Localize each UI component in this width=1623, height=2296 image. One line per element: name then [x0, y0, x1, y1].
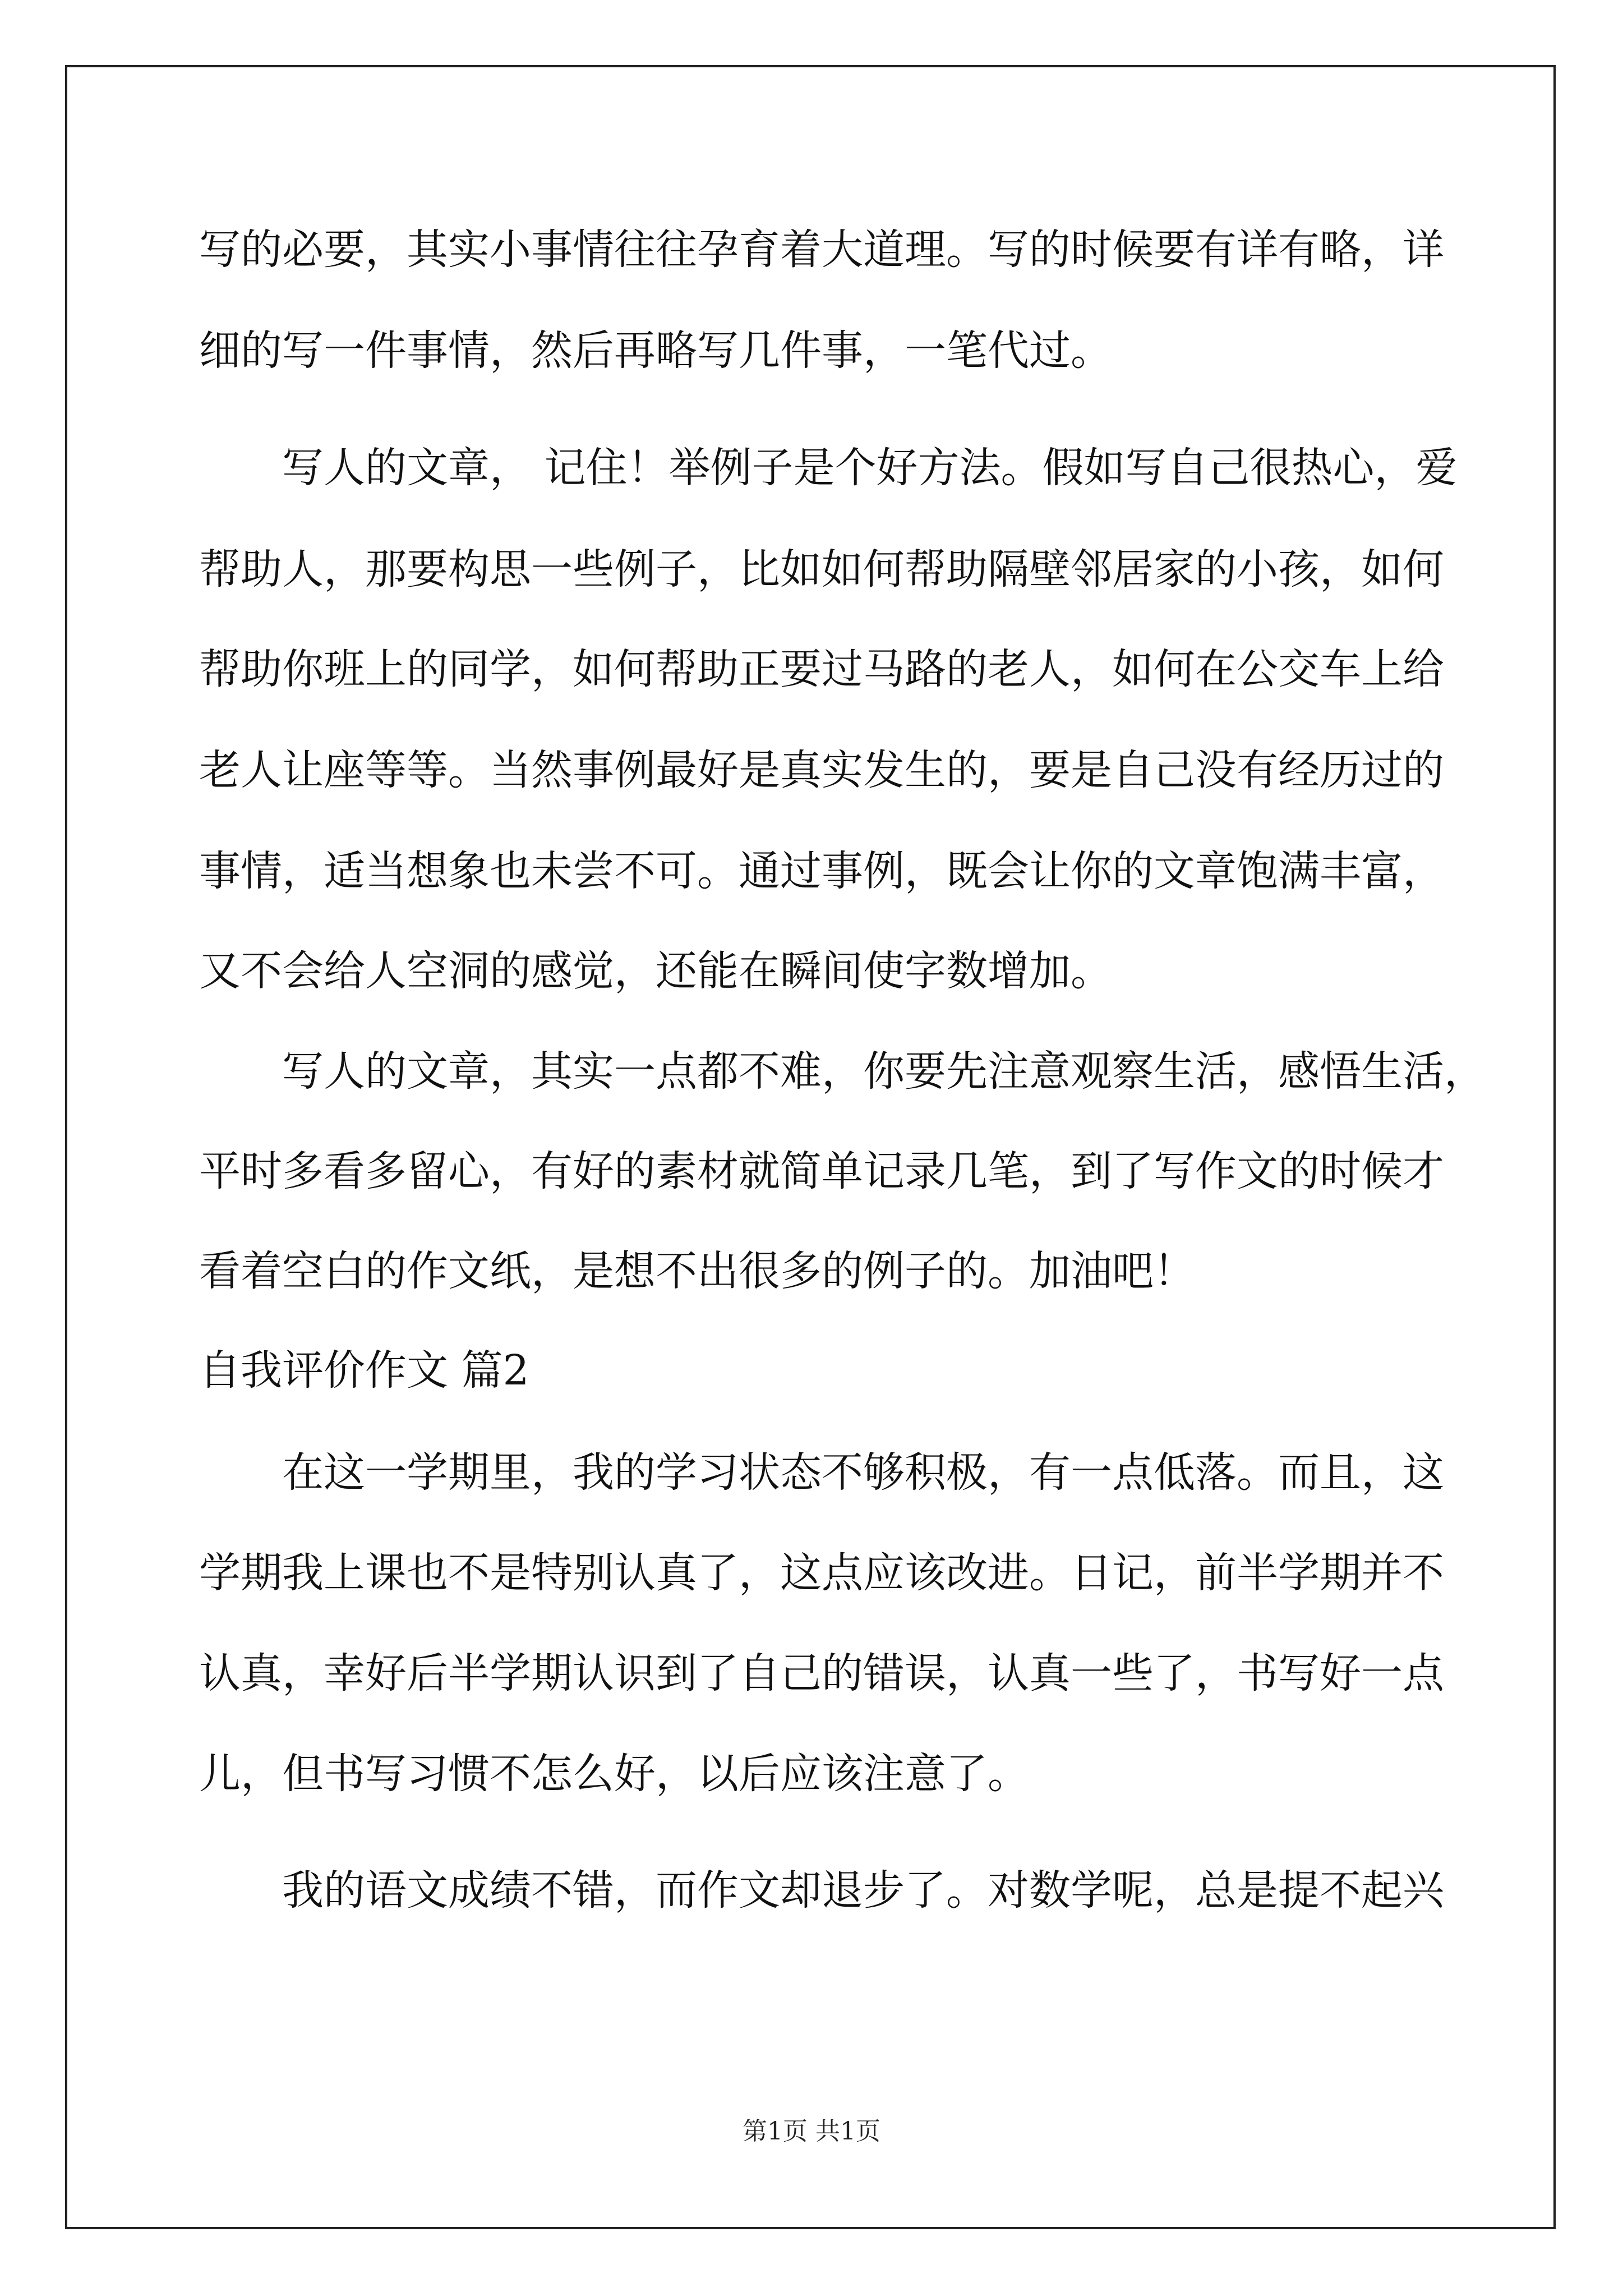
text-line: 儿，但书写习惯不怎么好，以后应该注意了。: [199, 1750, 1029, 1798]
paragraph-start: 在这一学期里，我的学习状态不够积极，有一点低落。而且，这: [282, 1448, 1444, 1497]
paragraph-start: 写人的文章， 记住！举例子是个好方法。假如写自己很热心，爱: [282, 444, 1458, 492]
text-line: 细的写一件事情，然后再略写几件事，一笔代过。: [199, 326, 1112, 375]
paragraph-start: 我的语文成绩不错，而作文却退步了。对数学呢，总是提不起兴: [282, 1866, 1444, 1915]
text-line: 又不会给人空洞的感觉，还能在瞬间使字数增加。: [199, 947, 1112, 995]
text-line: 老人让座等等。当然事例最好是真实发生的，要是自己没有经历过的: [199, 746, 1444, 794]
page-number-footer: 第1页 共1页: [743, 2117, 880, 2146]
paragraph-start: 写人的文章，其实一点都不难，你要先注意观察生活，感悟生活，: [282, 1047, 1486, 1096]
text-line: 事情，适当想象也未尝不可。通过事例，既会让你的文章饱满丰富，: [199, 847, 1444, 895]
text-line: 帮助人，那要构思一些例子，比如如何帮助隔壁邻居家的小孩，如何: [199, 545, 1444, 593]
text-line: 看着空白的作文纸，是想不出很多的例子的。加油吧！: [199, 1247, 1195, 1295]
section-heading: 自我评价作文 篇2: [199, 1346, 529, 1395]
text-line: 写的必要，其实小事情往往孕育着大道理。写的时候要有详有略，详: [199, 226, 1444, 274]
text-line: 认真，幸好后半学期认识到了自己的错误，认真一些了，书写好一点: [199, 1649, 1444, 1697]
text-line: 学期我上课也不是特别认真了，这点应该改进。日记，前半学期并不: [199, 1549, 1444, 1597]
text-line: 平时多看多留心，有好的素材就简单记录几笔，到了写作文的时候才: [199, 1147, 1444, 1195]
text-line: 帮助你班上的同学，如何帮助正要过马路的老人，如何在公交车上给: [199, 645, 1444, 693]
